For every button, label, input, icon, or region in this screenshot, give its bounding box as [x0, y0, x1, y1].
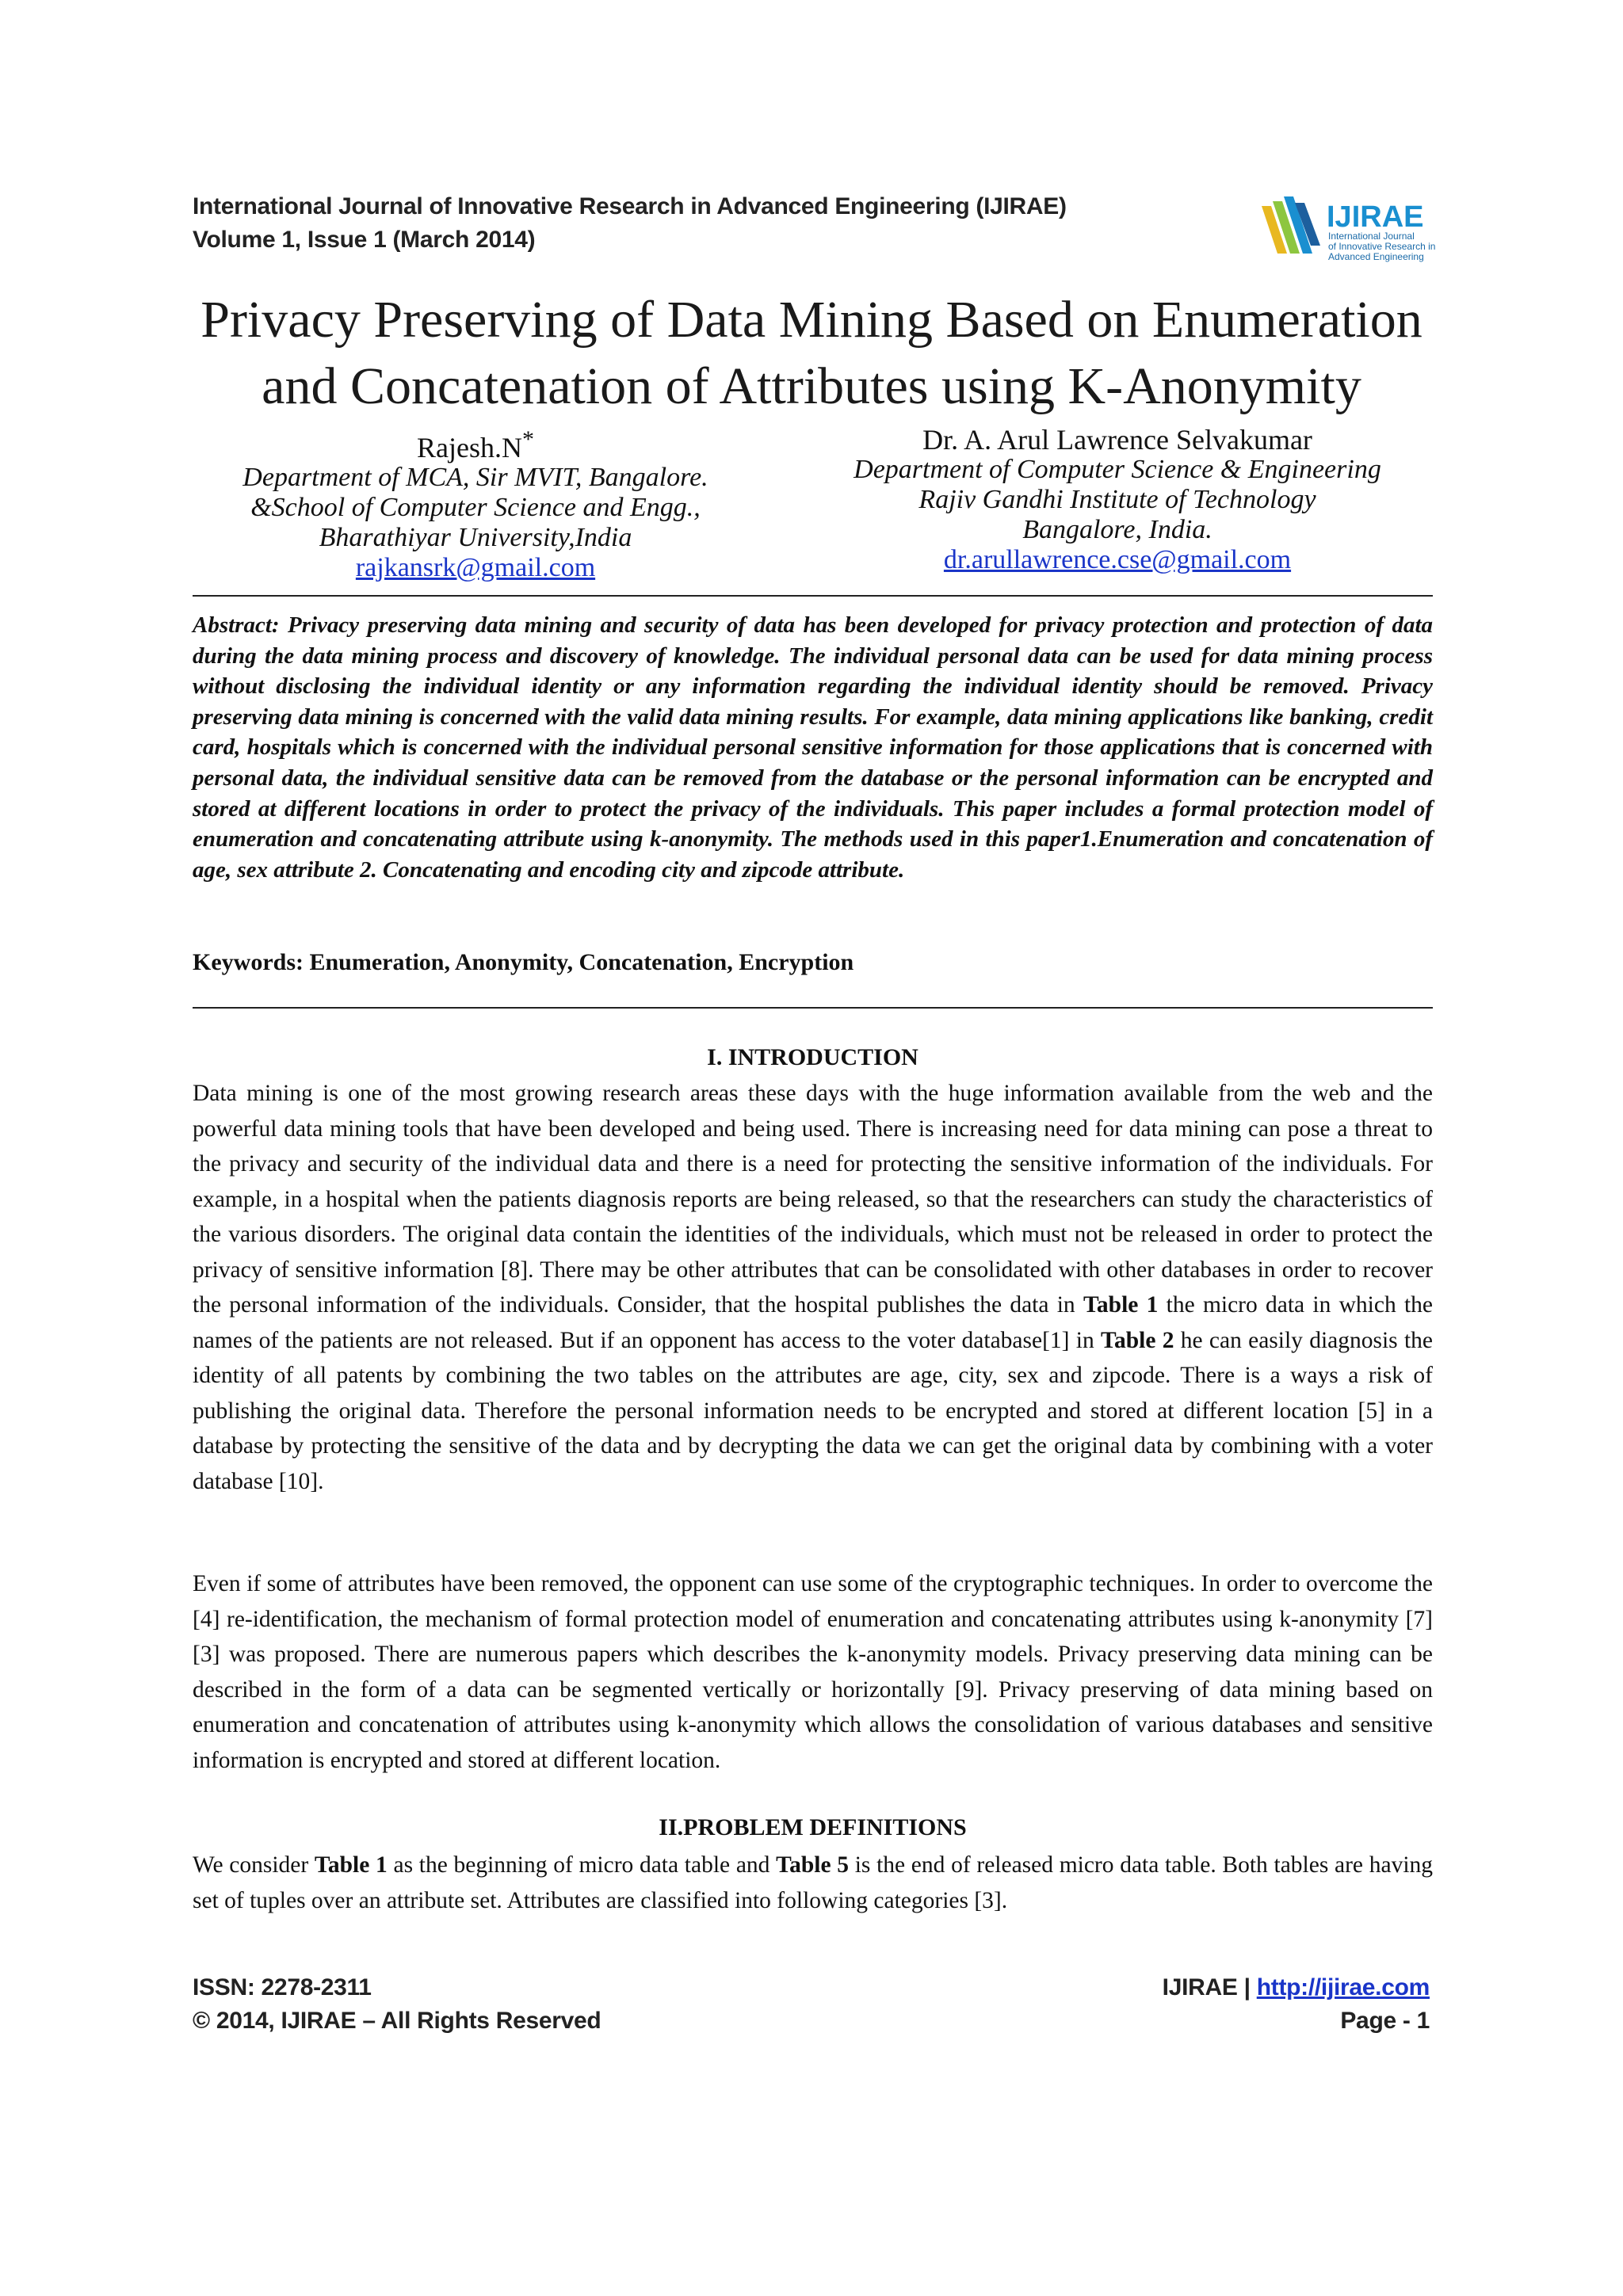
paper-title-line-1: Privacy Preserving of Data Mining Based on Enumeration [200, 291, 1423, 349]
intro-p1-part-c: he can easily diagnosis the identity of all patents by combining the two tables on the attributes are age, city, sex and zipcode. There is a ways a risk of publishing the original data. Therefore the personal information needs to be encrypted and stored at different location [5] in a database by protecting the sensitive of the data and by decrypting the data we can get the original data by combining with a voter database [10]. [193, 1327, 1433, 1494]
footer-left [193, 1971, 601, 2038]
divider-bottom [193, 1007, 1433, 1009]
footer-journal-line [1163, 1971, 1430, 2004]
author-2-affiliation-1: Department of Computer Science & Engineering [854, 455, 1381, 484]
table-2-ref: Table 2 [1101, 1327, 1174, 1353]
logo-abbrev: IJIRAE [1327, 200, 1424, 234]
footer-journal-abbrev: IJIRAE | [1162, 1974, 1251, 2000]
table-1-ref: Table 1 [1083, 1292, 1159, 1318]
abstract: Abstract: Privacy preserving data mining and security of data has been developed for privacy protection and protection of data during the data mining process and discovery of knowledge. The individual personal data can be used for data mining process without disclosing the individual identity or any information regarding the individual identity should be removed. Privacy preserving data mining is concerned with the valid data mining results. For example, data mining applications like banking, credit card, hospitals which is concerned with the individual personal sensitive information for those applications that is concerned with personal data, the individual sensitive data can be removed from the database or the personal information can be encrypted and stored at different locations in order to protect the privacy of the individuals. This paper includes a formal protection model of enumeration and concatenating attribute using k-anonymity. The methods used in this paper1.Enumeration and concatenation of age, sex attribute 2. Concatenating and encoding city and zipcode attribute. [193, 612, 1433, 883]
intro-p1-part-b: the micro data in which the names of the patients are not released. But if an opponent has access to the voter database[1] in [193, 1292, 1434, 1353]
footer-issn: ISSN: 2278-2311 [193, 1974, 372, 2000]
section-heading-introduction: I. INTRODUCTION [707, 1044, 918, 1070]
author-1-affiliation-3: Bharathiyar University,India [319, 523, 632, 552]
author-1-email-link[interactable]: rajkansrk@gmail.com [355, 553, 596, 582]
problem-part-a: We consider [193, 1852, 315, 1878]
logo-line-3: Advanced Engineering [1328, 251, 1424, 262]
author-2-block [840, 425, 1395, 575]
author-1-affiliation-1: Department of MCA, Sir MVIT, Bangalore. [242, 463, 708, 492]
author-2-email-link[interactable]: dr.arullawrence.cse@gmail.com [943, 545, 1292, 574]
logo-stripes-icon [1262, 196, 1320, 254]
footer-page-number: Page - 1 [1340, 2008, 1430, 2034]
journal-volume: Volume 1, Issue 1 (March 2014) [193, 227, 536, 253]
problem-part-c: is the end of released micro data table. Both tables are having set of tuples over an attribute set. Attributes are classified into following categories [3]. [193, 1852, 1434, 1913]
paper-title [143, 287, 1480, 420]
paper-title-line-2: and Concatenation of Attributes using K-Anonymity [262, 357, 1361, 415]
logo-line-2: of Innovative Research in [1328, 241, 1436, 252]
author-1-mark: * [521, 426, 534, 452]
author-1-name-line [214, 425, 737, 463]
author-1-block [214, 425, 737, 583]
author-2-affiliation-2: Rajiv Gandhi Institute of Technology [918, 485, 1316, 514]
problem-table-5-ref: Table 5 [776, 1852, 849, 1878]
author-1-affiliation-2: &School of Computer Science and Engg., [250, 493, 701, 522]
section-heading-problem-definitions: II.PROBLEM DEFINITIONS [659, 1814, 967, 1840]
problem-table-1-ref: Table 1 [314, 1852, 388, 1878]
author-2-affiliation-3: Bangalore, India. [1022, 515, 1212, 544]
divider-top [193, 595, 1433, 597]
footer-copyright: © 2014, IJIRAE – All Rights Reserved [193, 2008, 601, 2034]
journal-name: International Journal of Innovative Research in Advanced Engineering (IJIRAE) [193, 193, 1067, 219]
author-2-name: Dr. A. Arul Lawrence Selvakumar [922, 424, 1312, 456]
problem-part-b: as the beginning of micro data table and [387, 1852, 777, 1878]
logo-line-1: International Journal [1328, 231, 1415, 242]
ijirae-logo [1260, 195, 1442, 263]
author-1-name: Rajesh.N [417, 432, 522, 463]
intro-paragraph-1 [193, 1076, 1433, 1499]
footer-url-link[interactable]: http://ijirae.com [1256, 1974, 1430, 2000]
intro-p1-part-a: Data mining is one of the most growing research areas these days with the huge information available from the web and the powerful data mining tools that have been developed and being used. There is increasing need for data mining can pose a threat to the privacy and security of the individual data and there is a need for protecting the sensitive information of the individuals. For example, in a hospital when the patients diagnosis reports are being released, so that the researchers can study the characteristics of the various disorders. The original data contain the identities of the individuals, which must not be released in order to protect the privacy of sensitive information [8]. There may be other attributes that can be consolidated with other databases in order to recover the personal information of the individuals. Consider, that the hospital publishes the data in [193, 1081, 1433, 1318]
keywords: Keywords: Enumeration, Anonymity, Concatenation, Encryption [193, 949, 854, 975]
problem-paragraph [193, 1848, 1433, 1918]
intro-paragraph-2: Even if some of attributes have been removed, the opponent can use some of the cryptographic techniques. In order to overcome the [4] re-identification, the mechanism of formal protection model of enumeration and concatenating attributes using k-anonymity [7] [3] was proposed. There are numerous papers which describes the k-anonymity models. Privacy preserving data mining can be described in the form of a data can be segmented vertically or horizontally [9]. Privacy preserving of data mining based on enumeration and concatenation of attributes using k-anonymity which allows the consolidation of various databases and sensitive information is encrypted and stored at different location. [193, 1571, 1433, 1773]
journal-header [193, 190, 1067, 257]
footer-right [1163, 1971, 1430, 2038]
